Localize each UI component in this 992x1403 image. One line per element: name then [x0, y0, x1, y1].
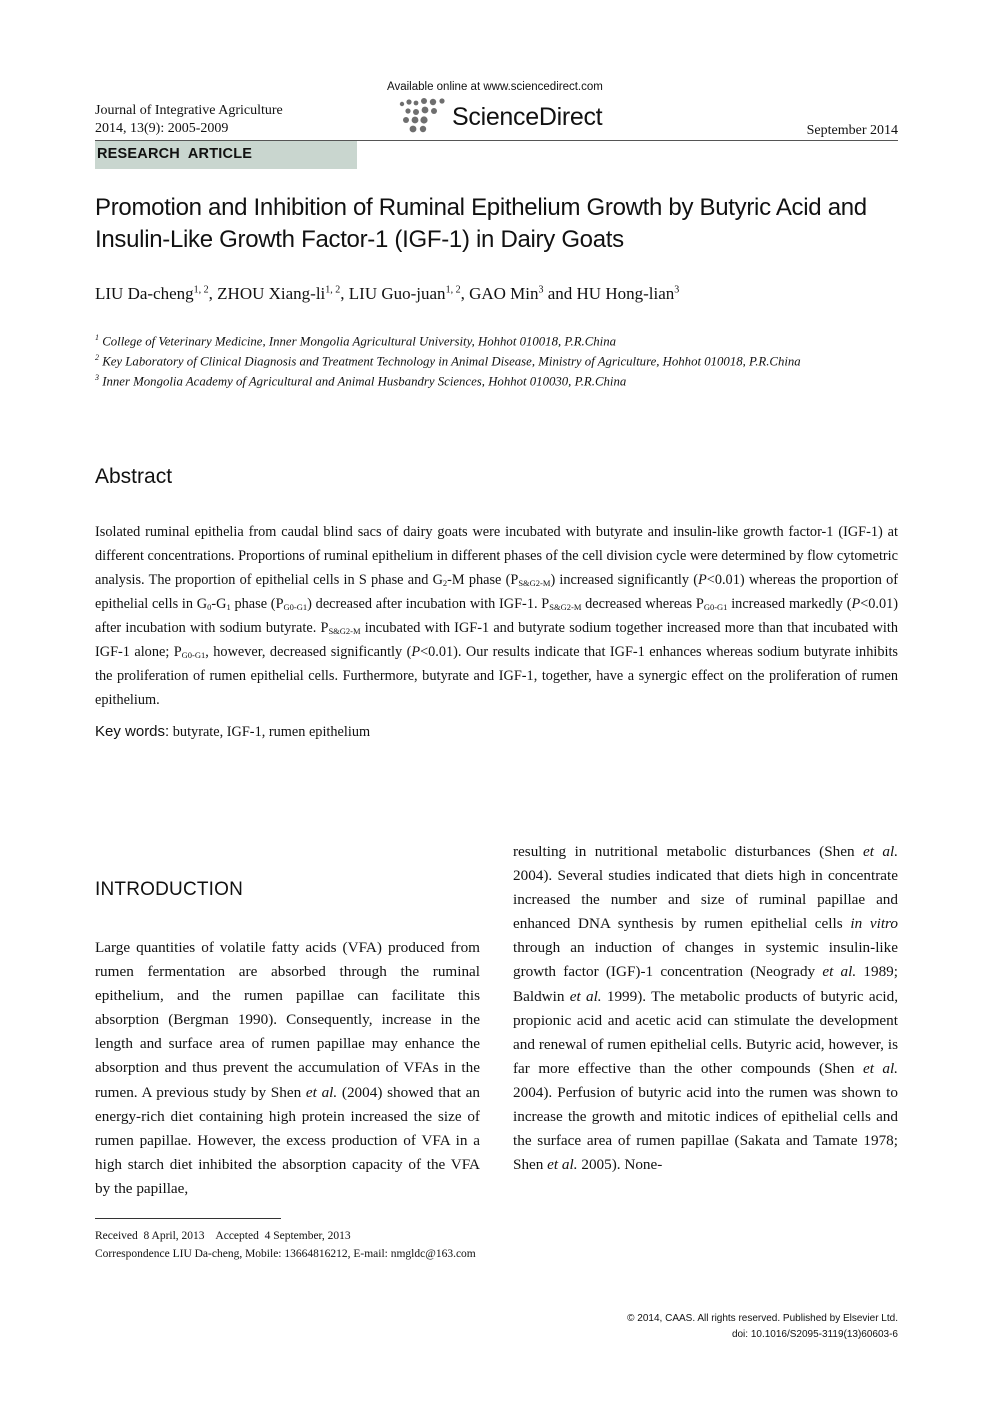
- affiliation-1-text: College of Veterinary Medicine, Inner Mongolia Agricultural University, Hohhot 010018, P.R.China: [102, 334, 617, 349]
- author-affiliation-marker: 1, 2: [445, 284, 461, 296]
- keywords-text: butyrate, IGF-1, rumen epithelium: [169, 724, 371, 740]
- affiliation-3: [95, 373, 626, 389]
- author-separator: ,: [460, 284, 470, 303]
- keywords-label: Key words:: [95, 723, 170, 740]
- affiliation-2-text: Key Laboratory of Clinical Diagnosis and Treatment Technology in Animal Disease, Ministry of Agriculture, Hohhot 010018, P.R.China: [102, 354, 801, 369]
- author-affiliation-marker: 3: [538, 284, 544, 296]
- abstract-text: Isolated ruminal epithelia from caudal blind sacs of dairy goats were incubated with butyrate and insulin-like growth factor-1 (IGF-1) at different concentrations. Proportions of ruminal epithelium in different phases of the cell division cycle were determined by flow cytometric analysis. The proportion of epithelial cells in S phase and $G_2-M$ phase $(P_{S\&G2-M})$ increased significantly (P<0.01) whereas the proportion of epithelial cells in $G_0-G_1$ phase $(P_{G0-G1})$ decreased after incubation with IGF-1. $P_{S\&G2-M}$ decreased whereas $P_{G0-G1}$ increased markedly (P<0.01) after incubation with sodium butyrate. $P_{S\&G2-M}$ incubated with IGF-1 and butyrate sodium together increased more than that incubated with IGF-1 alone; $P_{G0-G1}$, however, decreased significantly (P<0.01). Our results indicate that IGF-1 enhances whereas sodium butyrate inhibits the proliferation of rumen epithelial cells. Furthermore, butyrate and IGF-1, together, have a synergic effect on the proliferation of rumen epithelium.: [95, 524, 899, 708]
- author-name: LIU Da-cheng: [95, 284, 194, 303]
- affiliation-2-number: 2: [95, 353, 99, 362]
- abstract-heading: Abstract: [95, 465, 173, 488]
- author-affiliation-marker: 1, 2: [325, 284, 341, 296]
- introduction-right-column: resulting in nutritional metabolic disturbances (Shen et al. 2004). Several studies indicated that diets high in concentrate increased the number and size of ruminal papillae and enhanced DNA synthesis by rumen epithelial cells in vitro through an induction of changes in systemic insulin-like growth factor (IGF)-1 concentration (Neogrady et al. 1989; Baldwin et al. 1999). The metabolic products of butyric acid, propionic acid and acetic acid can stimulate the development and renewal of rumen epithelial cells. Butyric acid, however, is far more effective than the other compounds (Shen et al. 2004). Perfusion of butyric acid into the rumen was shown to increase the growth and mitotic indices of epithelial cells and the surface area of rumen papillae (Sakata and Tamate 1978; Shen et al. 2005). None-: [513, 843, 899, 1174]
- author-affiliation-marker: 3: [674, 284, 680, 296]
- sciencedirect-logo-text: ScienceDirect: [452, 103, 603, 131]
- doi-link[interactable]: doi: 10.1016/S2095-3119(13)60603-6: [731, 1329, 898, 1340]
- affiliation-2: [95, 353, 801, 369]
- keywords: [95, 723, 370, 741]
- author-name: ZHOU Xiang-li: [217, 284, 326, 303]
- received-accepted-dates: Received 8 April, 2013 Accepted 4 September, 2013: [95, 1230, 351, 1242]
- article-type-label: RESEARCH ARTICLE: [97, 146, 253, 162]
- affiliation-3-number: 3: [95, 373, 99, 382]
- author-name: HU Hong-lian: [576, 284, 675, 303]
- available-online-note[interactable]: Available online at www.sciencedirect.com: [387, 81, 603, 93]
- introduction-left-column: Large quantities of volatile fatty acids (VFA) produced from rumen fermentation are absorbed through the ruminal epithelium, and the rumen papillae can facilitate this absorption (Bergman 1990). Consequently, increase in the length and surface area of rumen papillae may enhance the absorption and thus prevent the accumulation of VFAs in the rumen. A previous study by Shen et al. (2004) showed that an energy-rich diet containing high protein increased the size of rumen papillae. However, the excess production of VFA in a high starch diet inhibited the absorption capacity of the VFA by the papillae,: [95, 939, 481, 1197]
- author-affiliation-marker: 1, 2: [193, 284, 209, 296]
- correspondence-note: Correspondence LIU Da-cheng, Mobile: 13664816212, E-mail: nmgldc@163.com: [95, 1248, 476, 1260]
- journal-name: Journal of Integrative Agriculture: [95, 103, 283, 118]
- author-name: LIU Guo-juan: [348, 284, 446, 303]
- affiliation-1-number: 1: [95, 333, 99, 342]
- journal-volume: 2014, 13(9): 2005-2009: [95, 121, 229, 136]
- author-list: [95, 284, 679, 304]
- copyright-notice: © 2014, CAAS. All rights reserved. Published by Elsevier Ltd.: [627, 1313, 898, 1324]
- introduction-heading: INTRODUCTION: [95, 879, 244, 900]
- affiliation-3-text: Inner Mongolia Academy of Agricultural and Animal Husbandry Sciences, Hohhot 010030, P.R.China: [102, 374, 627, 389]
- article-title: Promotion and Inhibition of Ruminal Epithelium Growth by Butyric Acid and Insulin-Like Growth Factor-1 (IGF-1) in Dairy Goats: [95, 194, 867, 253]
- author-name: GAO Min: [469, 284, 539, 303]
- affiliation-1: [95, 333, 616, 349]
- author-separator: ,: [208, 284, 218, 303]
- author-separator: and: [543, 284, 577, 303]
- author-separator: ,: [340, 284, 349, 303]
- issue-date: September 2014: [806, 123, 898, 138]
- article-type-banner: [95, 141, 357, 169]
- footnote-divider: [95, 1218, 281, 1219]
